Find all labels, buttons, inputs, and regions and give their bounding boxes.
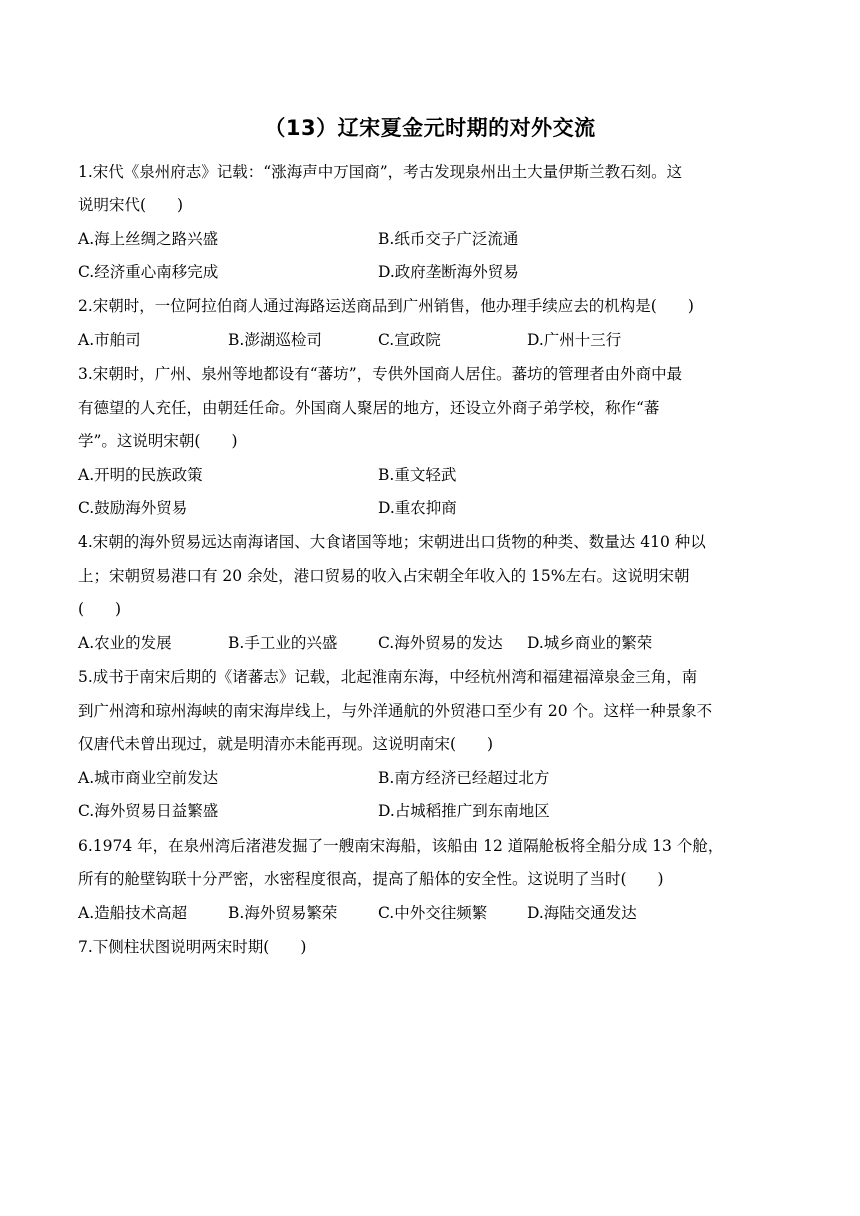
question-3-line-2: 有德望的人充任，由朝廷任命。外国商人聚居的地方，还设立外商子弟学校，称作“蕃 xyxy=(78,399,660,417)
question-3-option-a: A.开明的民族政策 xyxy=(78,466,203,484)
question-6-option-b: B.海外贸易繁荣 xyxy=(228,904,338,922)
question-4-option-d: D.城乡商业的繁荣 xyxy=(527,634,653,652)
question-4-option-c: C.海外贸易的发达 xyxy=(378,634,503,652)
question-5-line-2: 到广州湾和琼州海峡的南宋海岸线上，与外洋通航的外贸港口至少有 20 个。这样一种景象不 xyxy=(78,702,713,720)
question-6-line-2: 所有的舱壁钩联十分严密，水密程度很高，提高了船体的安全性。这说明了当时( ) xyxy=(78,870,664,888)
question-3-line-3: 学”。这说明宋朝( ) xyxy=(78,432,238,450)
question-6-option-d: D.海陆交通发达 xyxy=(527,904,637,922)
question-2-option-b: B.澎湖巡检司 xyxy=(228,331,322,349)
question-3-option-d: D.重农抑商 xyxy=(378,499,457,517)
page-title: （13）辽宋夏金元时期的对外交流 xyxy=(264,116,596,140)
question-4-line-3: ( ) xyxy=(78,600,122,618)
question-5-option-c: C.海外贸易日益繁盛 xyxy=(78,802,219,820)
question-1-line-1: 1.宋代《泉州府志》记载：“涨海声中万国商”，考古发现泉州出土大量伊斯兰教石刻。这 xyxy=(78,163,683,181)
question-3-option-b: B.重文轻武 xyxy=(378,466,457,484)
question-2-option-d: D.广州十三行 xyxy=(527,331,622,349)
question-6-option-c: C.中外交往频繁 xyxy=(378,904,488,922)
question-1-option-a: A.海上丝绸之路兴盛 xyxy=(78,230,219,248)
question-4-option-a: A.农业的发展 xyxy=(78,634,172,652)
question-5-option-b: B.南方经济已经超过北方 xyxy=(378,769,550,787)
question-2-option-c: C.宣政院 xyxy=(378,331,441,349)
question-3-line-1: 3.宋朝时，广州、泉州等地都设有“蕃坊”，专供外国商人居住。蕃坊的管理者由外商中最 xyxy=(78,365,683,383)
question-5-option-d: D.占城稻推广到东南地区 xyxy=(378,802,550,820)
question-1-line-2: 说明宋代( ) xyxy=(78,196,184,214)
question-1-option-c: C.经济重心南移完成 xyxy=(78,263,219,281)
question-4-option-b: B.手工业的兴盛 xyxy=(228,634,338,652)
question-3-option-c: C.鼓励海外贸易 xyxy=(78,499,188,517)
question-1-option-b: B.纸币交子广泛流通 xyxy=(378,230,519,248)
question-5-option-a: A.城市商业空前发达 xyxy=(78,769,219,787)
question-4-line-2: 上；宋朝贸易港口有 20 余处，港口贸易的收入占宋朝全年收入的 15%左右。这说明宋朝 xyxy=(78,567,690,585)
question-2-option-a: A.市舶司 xyxy=(78,331,141,349)
question-5-line-3: 仅唐代未曾出现过，就是明清亦未能再现。这说明南宋( ) xyxy=(78,735,494,753)
question-1-option-d: D.政府垄断海外贸易 xyxy=(378,263,519,281)
question-5-line-1: 5.成书于南宋后期的《诸蕃志》记载，北起淮南东海，中经杭州湾和福建福漳泉金三角，南 xyxy=(78,668,698,686)
question-4-line-1: 4.宋朝的海外贸易远达南海诸国、大食诸国等地；宋朝进出口货物的种类、数量达 410 种以 xyxy=(78,533,706,551)
question-6-option-a: A.造船技术高超 xyxy=(78,904,188,922)
question-2-line-1: 2.宋朝时，一位阿拉伯商人通过海路运送商品到广州销售，他办理手续应去的机构是( ) xyxy=(78,297,694,315)
question-6-line-1: 6.1974 年，在泉州湾后渚港发掘了一艘南宋海船，该船由 12 道隔舱板将全船分成 13 个舱， xyxy=(78,837,724,855)
question-7-line-1: 7.下侧柱状图说明两宋时期( ) xyxy=(78,938,307,956)
